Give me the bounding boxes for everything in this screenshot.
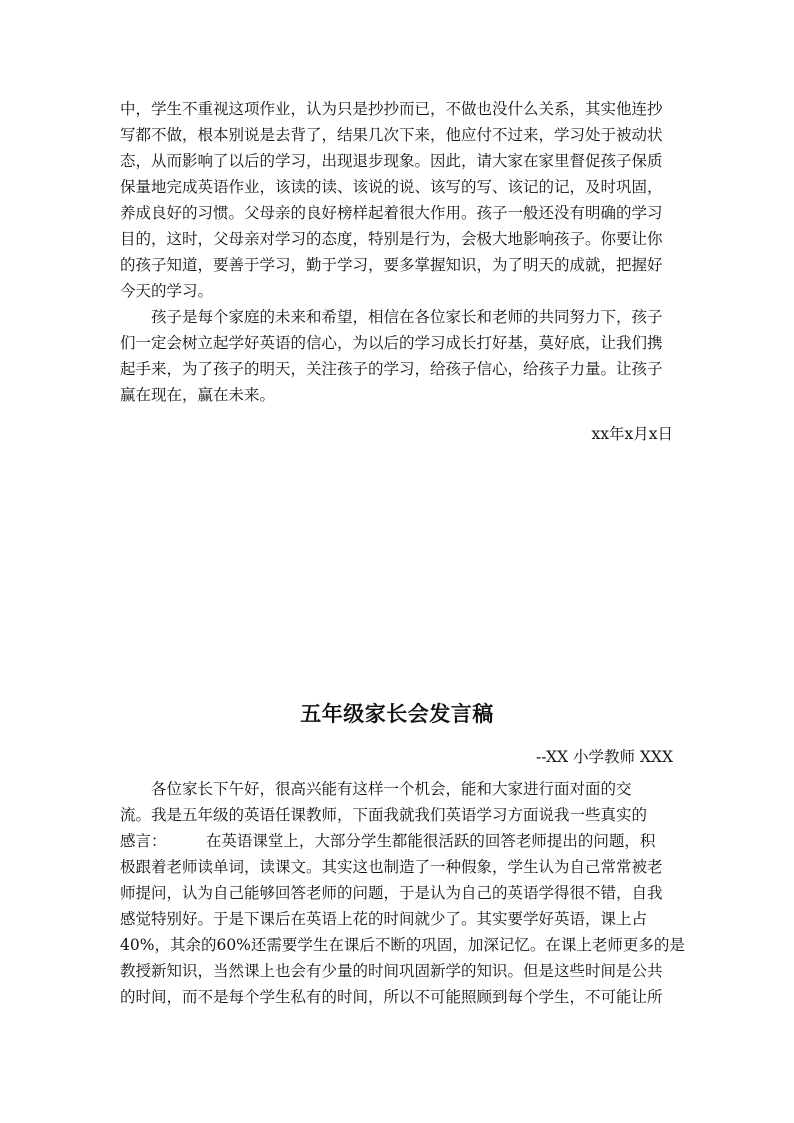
paragraph-line: 态，从而影响了以后的学习，出现退步现象。因此，请大家在家里督促孩子保质 — [120, 152, 663, 170]
paragraph-line: 感觉特别好。于是下课后在英语上花的时间就少了。其实要学好英语，课上占 — [120, 910, 648, 928]
paragraph-line: 起手来，为了孩子的明天，关注孩子的学习，给孩子信心，给孩子力量。让孩子 — [120, 360, 663, 378]
paragraph-line: 们一定会树立起学好英语的信心，为以后的学习成长打好基，莫好底，让我们携 — [120, 334, 663, 352]
paragraph-line: 今天的学习。 — [120, 282, 214, 300]
paragraph-line: 各位家长下午好，很高兴能有这样一个机会，能和大家进行面对面的交 — [151, 780, 632, 798]
paragraph-line: 教授新知识，当然课上也会有少量的时间巩固新学的知识。但是这些时间是公共 — [120, 962, 663, 980]
bottom-text-block — [120, 776, 685, 1010]
paragraph-line: 的孩子知道，要善于学习，勤于学习，要多掌握知识，为了明天的成就，把握好 — [120, 256, 663, 274]
date-line: xx年x月x日 — [591, 425, 673, 443]
paragraph-line: 极跟着老师读单词，读课文。其实这也制造了一种假象，学生认为自己常常被老 — [120, 858, 663, 876]
paragraph-line: 师提问，认为自己能够回答老师的问题，于是认为自己的英语学得很不错，自我 — [120, 884, 663, 902]
author-byline: --XX 小学教师 XXX — [536, 748, 673, 766]
paragraph-line: 保量地完成英语作业，该读的读、该说的说、该写的写、该记的记，及时巩固， — [120, 178, 663, 196]
paragraph-line: 赢在现在，赢在未来。 — [120, 386, 276, 404]
paragraph-line: 的时间，而不是每个学生私有的时间，所以不可能照顾到每个学生，不可能让所 — [120, 988, 663, 1006]
paragraph-line: 目的，这时，父母亲对学习的态度，特别是行为，会极大地影响孩子。你要让你 — [120, 230, 663, 248]
paragraph-line: 养成良好的习惯。父母亲的良好榜样起着很大作用。孩子一般还没有明确的学习 — [120, 204, 663, 222]
paragraph-line: 写都不做，根本别说是去背了，结果几次下来，他应付不过来，学习处于被动状 — [120, 126, 663, 144]
paragraph-line: 40%，其余的60%还需要学生在课后不断的巩固，加深记忆。在课上老师更多的是 — [120, 936, 685, 954]
document-title: 五年级家长会发言稿 — [300, 701, 494, 726]
paragraph-line: 流。我是五年级的英语任课教师，下面我就我们英语学习方面说我一些真实的 — [120, 806, 648, 824]
top-text-block — [120, 96, 676, 408]
paragraph-line: 孩子是每个家庭的未来和希望，相信在各位家长和老师的共同努力下，孩子 — [151, 308, 663, 326]
paragraph-line: 中，学生不重视这项作业，认为只是抄抄而已，不做也没什么关系，其实他连抄 — [120, 100, 663, 118]
paragraph-line: 感言： 在英语课堂上，大部分学生都能很活跃的回答老师提出的问题，积 — [120, 832, 656, 850]
